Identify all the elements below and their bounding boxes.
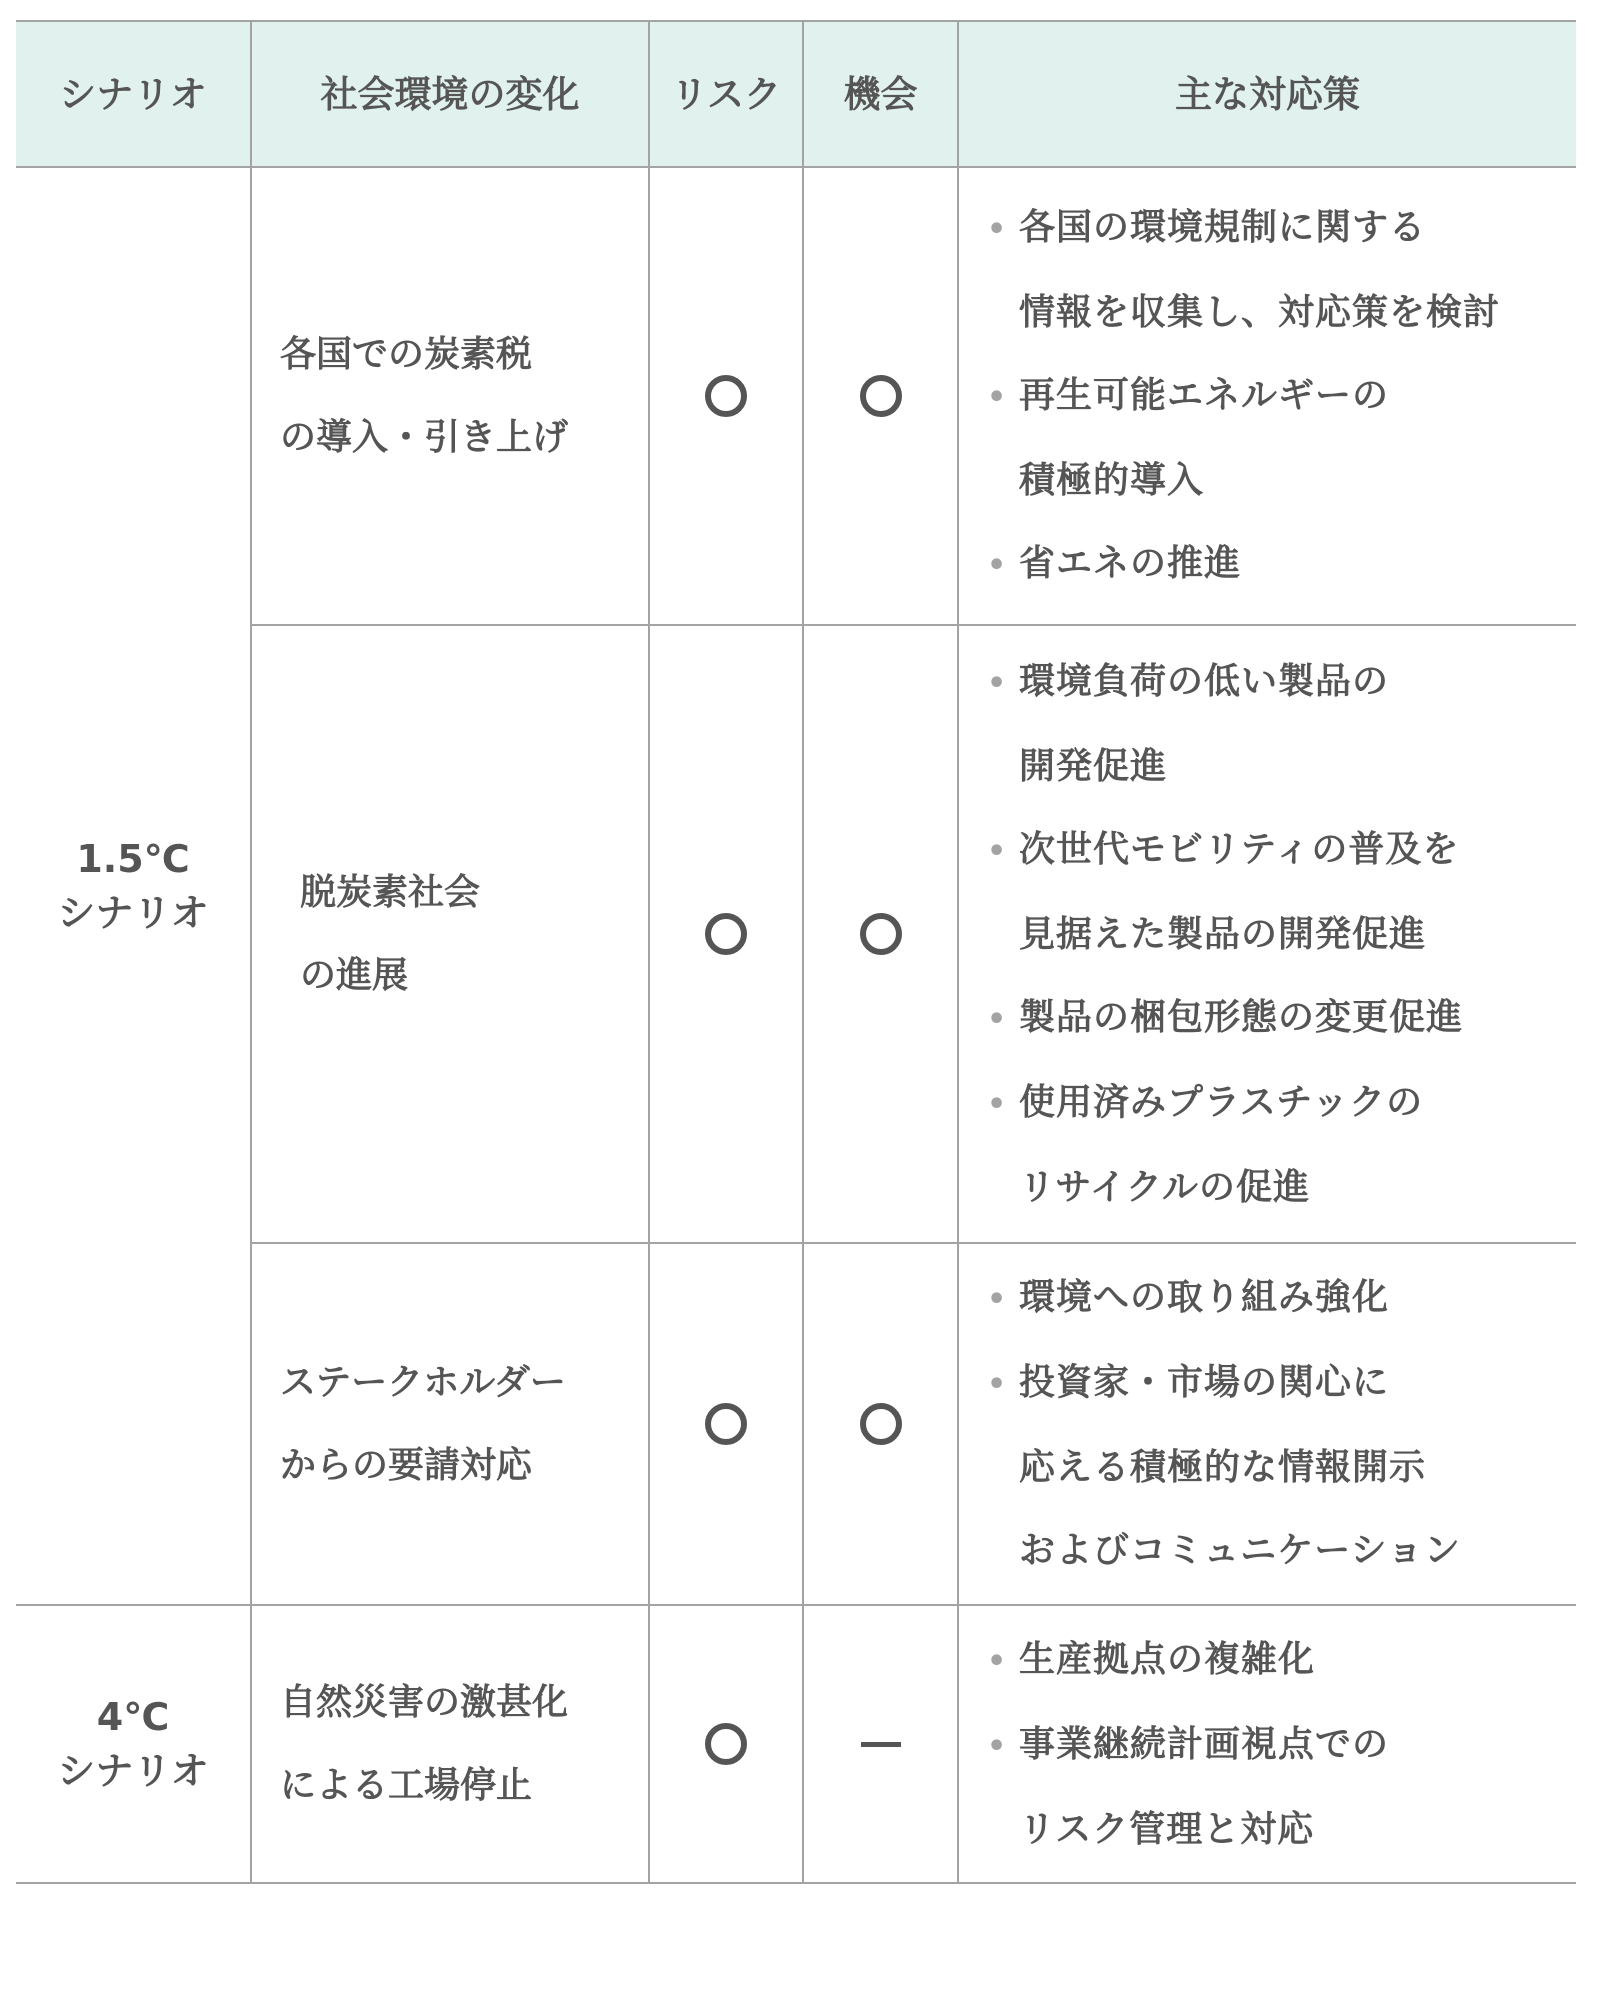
- circle-mark-icon: [705, 1403, 747, 1445]
- bullet-icon: •: [987, 665, 1008, 701]
- bullet-icon: •: [987, 211, 1008, 247]
- measure-item: • 投資家・市場の関心に: [987, 1341, 1576, 1426]
- measure-item: • 環境負荷の低い製品の: [987, 640, 1576, 725]
- change-text: からの要請対応: [280, 1445, 533, 1486]
- measure-item: • 次世代モビリティの普及を: [987, 808, 1576, 893]
- scenario-1-5c-temp: 1.5℃: [76, 837, 190, 881]
- scenario-1-5c-label: シナリオ: [57, 891, 209, 935]
- scenario-4c-temp: 4℃: [96, 1695, 170, 1739]
- header-opportunity: 機会: [802, 20, 957, 168]
- scenario-4c: [16, 1606, 250, 1884]
- opportunity-cell: [802, 626, 957, 1244]
- measure-item: • 環境への取り組み強化: [987, 1256, 1576, 1341]
- circle-mark-icon: [860, 1403, 902, 1445]
- circle-mark-icon: [860, 913, 902, 955]
- header-risk: リスク: [648, 20, 802, 168]
- risk-cell: [648, 1606, 802, 1884]
- bullet-icon: •: [987, 1643, 1008, 1679]
- risk-cell: [648, 1244, 802, 1606]
- bullet-icon: •: [987, 379, 1008, 415]
- change-cell: [250, 168, 648, 626]
- header-change: 社会環境の変化: [250, 20, 648, 168]
- circle-mark-icon: [705, 375, 747, 417]
- change-text: 自然災害の激甚化: [280, 1682, 569, 1723]
- scenario-4c-label: シナリオ: [57, 1749, 209, 1793]
- bullet-icon: •: [987, 1282, 1008, 1317]
- change-text: 各国での炭素税: [280, 334, 533, 375]
- measure-item: • 各国の環境規制に関する: [987, 186, 1576, 271]
- measure-item-cont: 積極的導入: [1019, 459, 1205, 501]
- risk-cell: [648, 168, 802, 626]
- measure-item-cont: リサイクルの促進: [1019, 1166, 1310, 1208]
- bullet-icon: •: [987, 1086, 1008, 1122]
- measures-cell: [957, 168, 1576, 626]
- header-scenario: シナリオ: [16, 20, 250, 168]
- opportunity-cell: [802, 168, 957, 626]
- measures-cell: [957, 1606, 1576, 1884]
- measure-item-cont: 応える積極的な情報開示: [1019, 1447, 1427, 1488]
- change-cell: [250, 626, 648, 1244]
- scenario-table: [16, 20, 1576, 1890]
- measures-cell: [957, 626, 1576, 1244]
- measure-item-cont: 開発促進: [1019, 745, 1168, 787]
- scenario-1-5c: [16, 168, 250, 1606]
- change-cell: [250, 1606, 648, 1884]
- measure-item: • 事業継続計画視点での: [987, 1703, 1576, 1788]
- measure-item-cont: 見据えた製品の開発促進: [1019, 913, 1427, 955]
- measure-item: • 製品の梱包形態の変更促進: [987, 976, 1576, 1061]
- measure-item: • 再生可能エネルギーの: [987, 354, 1576, 439]
- measure-item: • 生産拠点の複雑化: [987, 1618, 1576, 1703]
- measure-item-cont: およびコミュニケーション: [1019, 1530, 1461, 1571]
- measure-item: • 使用済みプラスチックの: [987, 1061, 1576, 1146]
- measures-cell: [957, 1244, 1576, 1606]
- bullet-icon: •: [987, 1001, 1008, 1037]
- risk-cell: [648, 626, 802, 1244]
- bullet-icon: •: [987, 1367, 1008, 1402]
- change-cell: [250, 1244, 648, 1606]
- change-text: による工場停止: [280, 1765, 533, 1806]
- opportunity-cell: [802, 1606, 957, 1884]
- circle-mark-icon: [705, 1723, 747, 1765]
- header-measures: 主な対応策: [957, 20, 1576, 168]
- bullet-icon: •: [987, 833, 1008, 869]
- opportunity-cell: [802, 1244, 957, 1606]
- change-text: ステークホルダー: [280, 1362, 566, 1403]
- change-text: の進展: [300, 955, 409, 996]
- measure-item-cont: リスク管理と対応: [1019, 1808, 1315, 1850]
- bullet-icon: •: [987, 547, 1008, 583]
- measure-item-cont: 情報を収集し、対応策を検討: [1019, 291, 1501, 333]
- bullet-icon: •: [987, 1728, 1008, 1764]
- dash-mark-icon: [861, 1742, 901, 1747]
- change-text: 脱炭素社会: [300, 872, 481, 913]
- circle-mark-icon: [705, 913, 747, 955]
- circle-mark-icon: [860, 375, 902, 417]
- measure-item: • 省エネの推進: [987, 522, 1576, 607]
- change-text: の導入・引き上げ: [280, 417, 569, 458]
